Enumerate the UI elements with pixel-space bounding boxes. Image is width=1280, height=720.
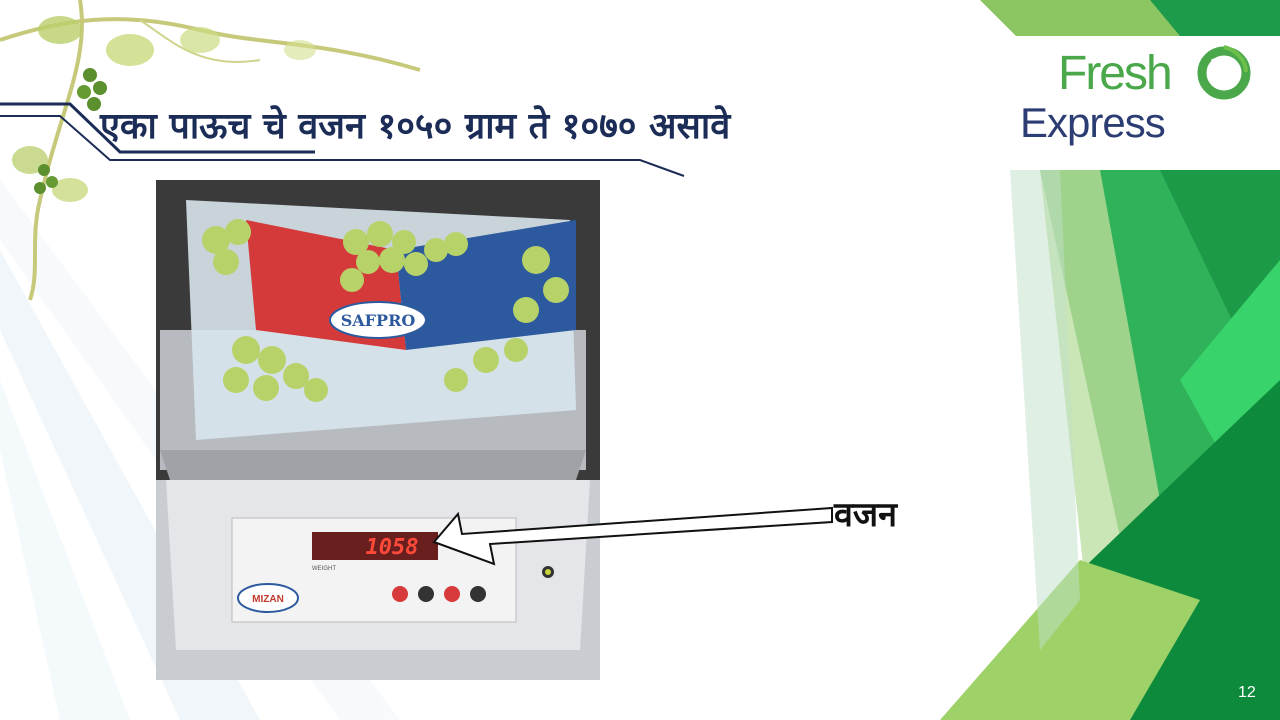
scale-illustration bbox=[156, 180, 600, 680]
swirl-icon bbox=[1196, 42, 1252, 104]
brand-label: SAFPRO bbox=[340, 311, 416, 330]
page-number: 12 bbox=[1238, 684, 1256, 701]
slide-title: एका पाऊच चे वजन १०५० ग्राम ते १०७० असावे bbox=[100, 106, 731, 147]
scale-display-reading: 1058 bbox=[365, 535, 419, 560]
logo-word-fresh: Fresh bbox=[1058, 47, 1171, 100]
weight-annotation-label: वजन bbox=[834, 495, 898, 535]
grape-weighing-photo bbox=[156, 180, 600, 680]
logo-word-express: Express bbox=[1020, 99, 1165, 146]
scale-brand: MIZAN bbox=[252, 594, 284, 605]
weight-label: WEIGHT bbox=[312, 566, 336, 572]
fresh-express-logo bbox=[1016, 36, 1280, 170]
